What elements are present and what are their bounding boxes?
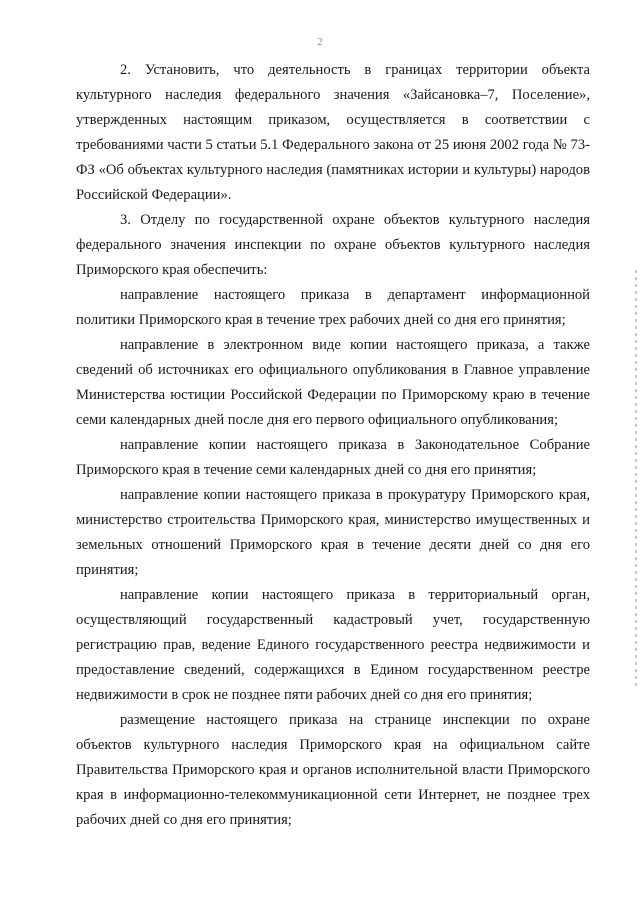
paragraph-item-3: 3. Отделу по государственной охране объектов культурного наследия федерального значения инспекции по охране объектов культурного наследия Приморского края обеспечить: — [76, 212, 590, 278]
paragraph-prosecutor: направление копии настоящего приказа в прокуратуру Приморского края, министерство строительства Приморского края, министерство имущественных и земельных отношений Приморского края в течение десяти дней со дня его принятия; — [76, 487, 590, 578]
document-body — [76, 58, 590, 833]
scan-edge-artifact — [635, 270, 637, 690]
paragraph-info-policy: направление настоящего приказа в департамент информационной политики Приморского края в течение трех рабочих дней со дня его принятия; — [76, 287, 590, 328]
page-number: 2 — [317, 36, 323, 48]
paragraph-justice-ministry: направление в электронном виде копии настоящего приказа, а также сведений об источниках его официального опубликования в Главное управление Министерства юстиции Российской Федерации по Приморскому краю в течение семи календарных дней после дня его первого официального опубликования; — [76, 337, 590, 428]
paragraph-item-2: 2. Установить, что деятельность в границах территории объекта культурного наследия федерального значения «Зайсановка–7, Поселение», утвержденных настоящим приказом, осуществляется в соответствии с требованиями части 5 статьи 5.1 Федерального закона от 25 июня 2002 года № 73-ФЗ «Об объектах культурного наследия (памятниках истории и культуры) народов Российской Федерации». — [76, 62, 590, 203]
paragraph-cadastral: направление копии настоящего приказа в территориальный орган, осуществляющий государственный кадастровый учет, государственную регистрацию прав, ведение Единого государственного реестра недвижимости и предоставление сведений, содержащихся в Едином государственном реестре недвижимости в срок не позднее пяти рабочих дней со дня его принятия; — [76, 587, 590, 703]
paragraph-website: размещение настоящего приказа на странице инспекции по охране объектов культурного наследия Приморского края на официальном сайте Правительства Приморского края и органов исполнительной власти Приморского края в информационно-телекоммуникационной сети Интернет, не позднее трех рабочих дней со дня его принятия; — [76, 712, 590, 828]
paragraph-legislative-assembly: направление копии настоящего приказа в Законодательное Собрание Приморского края в течение семи календарных дней со дня его принятия; — [76, 437, 590, 478]
